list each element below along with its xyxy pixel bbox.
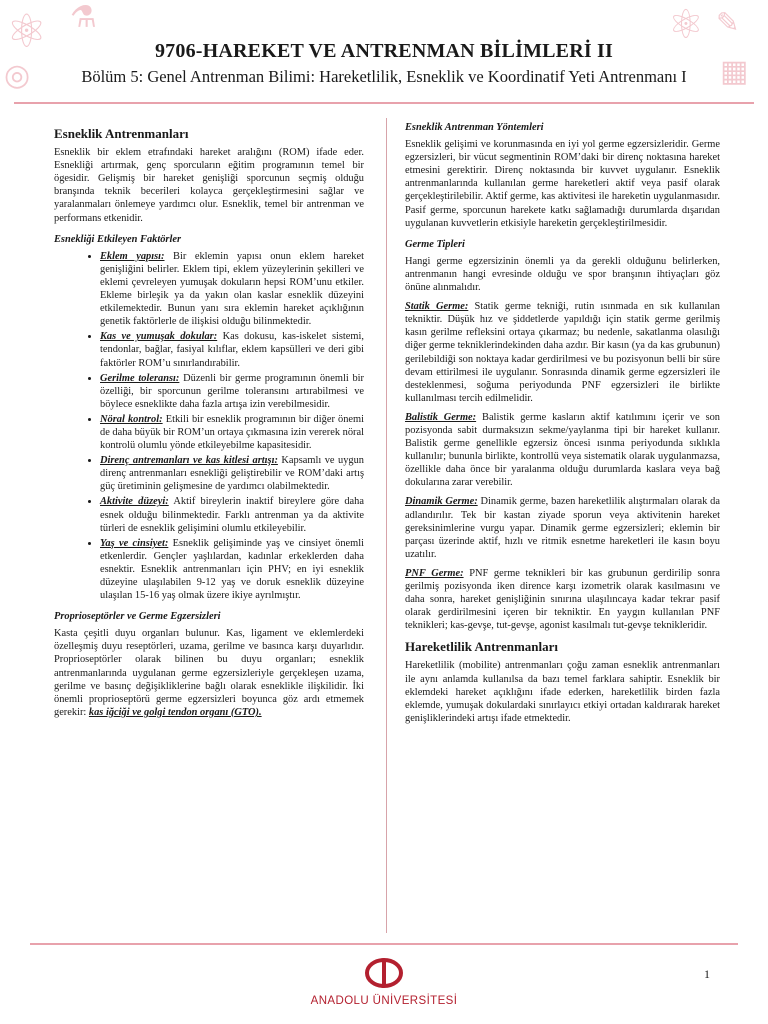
university-emblem-icon: [364, 958, 404, 988]
right-column: [405, 121, 720, 731]
left-column: [54, 127, 364, 725]
intro-paragraph: Esneklik bir eklem etrafındaki hareket aralığını (ROM) ifade eder. Esnekliği artırmak, genç sporcuların eğitim programının temel bir ögesidir. Gelişmiş bir hareket genişliği sporcunun seçmiş olduğu branşında teknik becerileri kolayca gerçekleştirmesini sağlar ve yaralanmaları önlemeye yardımcı olur. Esneklik, temel bir antrenman ve performans etkenidir.: [54, 147, 364, 224]
list-item: [100, 413, 364, 452]
factor-term: Yaş ve cinsiyet:: [100, 537, 169, 549]
list-item: [100, 372, 364, 411]
factor-text: Bir eklemin yapısı onun eklem hareket genişliğini belirler. Eklem tipi, eklem yüzeylerinin şekilleri ve eklemi çevreleyen yumuşak dokuların hepsi ROM’unu etkiler. Ekleme birleşik ya da yakın olan kaslar esneklik düzeyini etkilemektedir. Bunun yanı sıra eklemin hareket açıklığının genetik faktörlerle de ilişkisi olduğu bilinmektedir.: [100, 250, 364, 328]
factor-text: Etkili bir esneklik programının bir diğer önemi de daha büyük bir ROM’un ortaya çıkmasına izin vererek nöral kontrolü olumlu yönde etkileyebilme kapasitesidir.: [100, 413, 365, 452]
atom-icon: ⚛: [6, 4, 48, 58]
stretch-term: PNF Germe:: [405, 567, 464, 579]
subheading-stretch-types: Germe Tipleri: [405, 238, 465, 250]
stretch-text: Dinamik germe, bazen hareketlilik alıştırmaları olarak da adlandırılır. Tek bir kastan ziyade sporun veya aktivitenin hareket gereksinimlerine vurgu yapar. Dinamik germe egzersizleri; eklemin bir parçası üzerinde aktif, hızlı ve ritmik esnetme hareketleri ile kasın boyu uzatılır.: [405, 496, 720, 560]
page-number: 1: [704, 967, 710, 981]
list-item: [100, 250, 364, 329]
stretch-term: Balistik Germe:: [405, 411, 477, 423]
stretch-type-dynamic: [405, 495, 720, 560]
pencil-icon: ✎: [716, 6, 740, 39]
factor-term: Kas ve yumuşak dokular:: [100, 331, 218, 343]
stretch-term: Statik Germe:: [405, 301, 469, 313]
section-heading-flexibility: Esneklik Antrenmanları: [54, 126, 189, 141]
factor-text: Aktif bireylerin inaktif bireylere göre daha esnek olduğu bilinmektedir. Farklı antrenman ya da aktivite türleri de esneklik gelişimini olumlu etkileyebilir.: [100, 496, 364, 534]
university-name: ANADOLU ÜNİVERSİTESİ: [310, 995, 458, 1007]
factor-term: Gerilme toleransı:: [100, 372, 180, 384]
factor-text: Düzenli bir germe programının önemli bir özelliği, bir sporcunun gerilme toleransını artırabilmesi ve böylece esneklikte daha fazla artışa izin verebilmesidir.: [100, 372, 365, 410]
methods-paragraph: Esneklik gelişimi ve korunmasında en iyi yol germe egzersizleridir. Germe egzersizleri, bir vücut segmentinin ROM’daki bir direnç noktasına hareket etmesini gerektirir. Direnç noktasında bir kuvvet uygulanır. Esneklik antrenmanlarında kullanılan germe hareketleri aktif veya pasif olarak gerçekleştirilebilir. Aktif germe, kas aktivitesi ile hareketin uygulanmasıdır. Pasif germe, sporcunun harekete katkı sağlamadığı durumlarda dışarıdan uygulanan kuvvetlerin etkisiyle hareketin gerçekleştirilmesidir.: [405, 139, 720, 229]
factor-text: Kapsamlı ve uygun direnç antrenmanları esnekliği geliştirebilir ve ROM’daki artış güç üretiminin gelişmesine de yardımcı olabilmektedir.: [100, 455, 364, 493]
mobility-paragraph: Hareketlilik (mobilite) antrenmanları çoğu zaman esneklik antrenmanları ile aynı anlamda kullanılsa da bazı temel farklara sahiptir. Esneklik bir eklemdeki hareket açıklığını ifade ederken, hareketlilik birden fazla eklemde, yumuşak dokulardaki sınırlayıcı etkiyi ortadan kaldırarak hareket genişliklerindeki artışı ifade etmektedir.: [405, 660, 720, 724]
stretch-term: Dinamik Germe:: [405, 496, 478, 508]
subheading-proprioceptors: Proprioseptörler ve Germe Egzersizleri: [54, 611, 221, 623]
proprioceptor-paragraph: [54, 627, 364, 719]
factor-text: Esneklik gelişiminde yaş ve cinsiyet önemli etkenlerdir. Gençler yaşlılardan, kadınlar erkeklerden daha esnektir. Esneklik antrenmanları için PHV; en iyi esneklik düzeyine ulaşılabilen 9-12 yaş ve doruk esneklik düzeyine ulaşılan 15-16 yaş olmak üzere ikiye ayrılmıştır.: [100, 537, 364, 602]
list-item: [100, 330, 364, 369]
subheading-methods: Esneklik Antrenman Yöntemleri: [405, 122, 544, 133]
course-title: 9706-HAREKET VE ANTRENMAN BİLİMLERİ II: [154, 40, 614, 62]
university-logo: [0, 958, 768, 1007]
section-heading-mobility: Hareketlilik Antrenmanları: [405, 639, 558, 655]
globe-icon: ◎: [4, 58, 31, 93]
list-item: [100, 454, 364, 493]
factor-term: Direnç antremanları ve kas kitlesi artışı:: [100, 455, 278, 467]
flask-icon: ⚗: [70, 0, 97, 35]
calculator-icon: ▦: [720, 54, 749, 89]
proprioceptor-term: kas iğciği ve golgi tendon organı (GTO).: [88, 706, 262, 718]
stretch-text: Balistik germe kasların aktif katılımını içerir ve son pozisyonda sabit durmaksızın sekme/yaylanma tipi bir hareket kullanır. Balistik germe genellikle egzersiz öncesi ısınma periyodunda sıklıkla kullanılır; bununla birlikte, kontrollü veya sistematik olarak uygulanmazsa, özellikle daha önce bir yaralanma olduğu durumlarda kaslara veya bağ dokularına zarar verebilir.: [405, 411, 720, 489]
page-header: [0, 40, 768, 87]
proprioceptor-text: Kasta çeşitli duyu organları bulunur. Kas, ligament ve eklemlerdeki özelleşmiş duyu reseptörleri, uzama, gerilme ve basınca karşı duyarlıdır. Proprioseptörler olarak bilinen bu duyu organları; esneklik antrenmanlarında uygulanan germe egzersizleriyle gerçekleşen uzama, gerilme ve basınç değişikliklerine bağlı olarak esneklikle ilişkilidir. İki önemli proprioseptörü germe egzersizleri boyunca göz ardı etmemek gerekir:: [54, 628, 364, 718]
factor-term: Eklem yapısı:: [100, 250, 165, 262]
chapter-title: Bölüm 5: Genel Antrenman Bilimi: Hareketlilik, Esneklik ve Koordinatif Yeti Antrenmanı I: [81, 67, 687, 86]
factor-term: Nöral kontrol:: [100, 413, 163, 425]
factor-list: [54, 250, 364, 602]
stretch-type-pnf: [405, 567, 720, 632]
list-item: [100, 537, 364, 602]
factor-text: Kas dokusu, kas-iskelet sistemi, tendonlar, bağlar, fasiyal kılıflar, eklem kapsülleri ve deri gibi faktörler ROM’u sınırlandırabilir.: [100, 331, 364, 369]
footer-rule: [30, 943, 738, 945]
stretch-type-static: [405, 300, 720, 405]
stretch-text: Statik germe tekniği, rutin ısınmada en sık kullanılan tekniktir. Düşük hız ve şiddetlerde yapıldığı için statik germe gerilmiş kasın gerilme refleksini ortaya çıkarmaz; bu nedenle, sakatlanma olasılığı diğer germe tekniklerindekinden daha azdır. Bir kasın (ya da kas grubunun) gerilebildiği son noktaya kadar gerdirilmesi ve bu pozisyonun belli bir süre devam ettirilmesi ile uygulanır. Sonrasında dinamik germe egzersizleri ile desteklenmesi, soğuma periyodunda PNF egzersizleri ile birlikte kullanılması tercih edilmelidir.: [405, 301, 720, 404]
list-item: [100, 495, 364, 534]
stretch-types-intro: Hangi germe egzersizinin önemli ya da gerekli olduğunu belirlerken, antrenmanın hangi evresinde olduğu ve spor branşının ihtiyaçları göz önüne alınmalıdır.: [405, 255, 720, 294]
stretch-type-ballistic: [405, 411, 720, 490]
stretch-text: PNF germe teknikleri bir kas grubunun gerdirilip sonra gerilmiş pozisyonda iken dirence karşı izometrik olarak kasılmasını ve daha sonra, hareket genişliğinin sınırına ulaşılıncaya kadar tekrar pasif olarak gerdirilmesini içeren bir tekniktir. En yaygın kullanılan PNF teknikleri; kas-gevşe, tut-gevşe, agonist kasılmalı tut-gevşe teknikleridir.: [405, 567, 720, 632]
subheading-factors: Esnekliği Etkileyen Faktörler: [54, 233, 182, 245]
column-divider: [386, 118, 387, 933]
atom-icon: ⚛: [668, 2, 704, 48]
header-rule: [14, 102, 754, 104]
factor-term: Aktivite düzeyi:: [100, 496, 169, 508]
